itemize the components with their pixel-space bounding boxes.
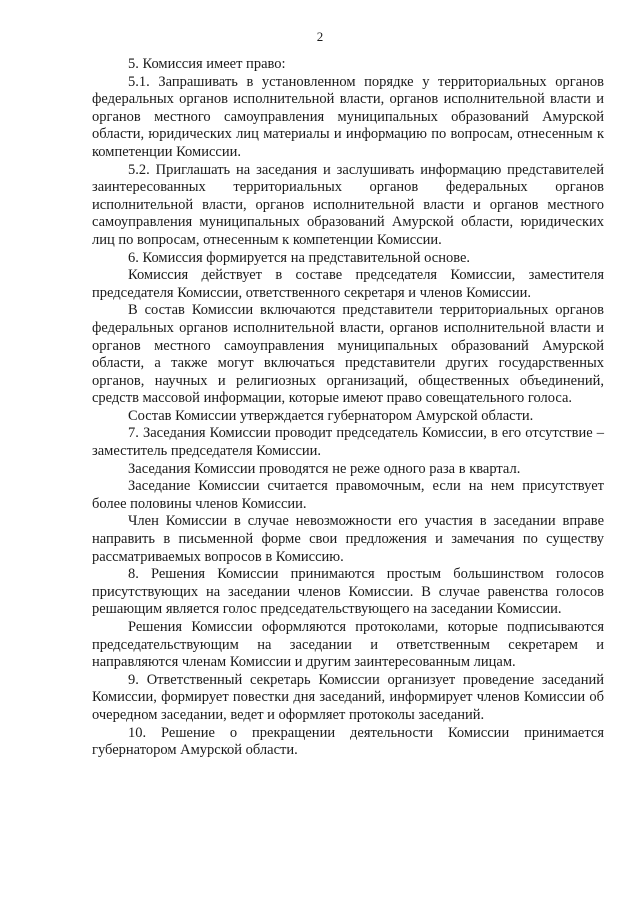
- paragraph-7: 7. Заседания Комиссии проводит председатель Комиссии, в его отсутствие – заместитель председателя Комиссии.: [92, 425, 604, 460]
- paragraph-rights-heading: 5. Комиссия имеет право:: [128, 56, 286, 72]
- paragraph-approval: Состав Комиссии утверждается губернатором Амурской области.: [128, 407, 534, 424]
- paragraph-10: 10. Решение о прекращении деятельности Комиссии принимается губернатором Амурской области.: [92, 724, 604, 759]
- paragraph-9: 9. Ответственный секретарь Комиссии организует проведение заседаний Комиссии, формирует повестки дня заседаний, информирует членов Комиссии об очередном заседании, ведет и оформляет протоколы заседаний.: [92, 671, 604, 723]
- paragraph-meeting-frequency: Заседания Комиссии проводятся не реже одного раза в квартал.: [128, 460, 521, 477]
- paragraph-5-2: 5.2. Приглашать на заседания и заслушивать информацию представителей заинтересованных территориальных органов федеральных органов исполнительной власти, органов исполнительной власти и органов местного самоуправления муниципальных образований Амурской области, юридических лиц по вопросам, отнесенным к компетенции Комиссии.: [92, 161, 604, 248]
- page-number: 2: [316, 29, 324, 44]
- paragraph-quorum: Заседание Комиссии считается правомочным, если на нем присутствует более половины членов Комиссии.: [92, 478, 604, 512]
- paragraph-8: 8. Решения Комиссии принимаются простым большинством голосов присутствующих на заседании членов Комиссии. В случае равенства голосов решающим является голос председательствующего на заседании Комиссии.: [92, 566, 604, 618]
- paragraph-6: 6. Комиссия формируется на представительной основе.: [128, 249, 471, 266]
- paragraph-members: В состав Комиссии включаются представители территориальных органов федеральных органов исполнительной власти, органов исполнительной власти и органов местного самоуправления муниципальных образований Амурской области, а также могут включаться представители других государственных органов, научных и религиозных организаций, общественных объединений, средств массовой информации, которые имеют право совещательного голоса.: [92, 302, 604, 407]
- paragraph-5-1: 5.1. Запрашивать в установленном порядке у территориальных органов федеральных органов исполнительной власти, органов исполнительной власти и органов местного самоуправления муниципальных образований Амурской области, юридических лиц материалы и информацию по вопросам, отнесенным к компетенции Комиссии.: [92, 73, 604, 160]
- paragraph-protocols: Решения Комиссии оформляются протоколами, которые подписываются председательствующим на заседании и ответственным секретарем и направляются членам Комиссии и другим заинтересованным лицам.: [92, 619, 604, 671]
- document-body: [92, 56, 604, 760]
- paragraph-composition: Комиссия действует в составе председателя Комиссии, заместителя председателя Комиссии, ответственного секретаря и членов Комиссии.: [92, 267, 604, 301]
- paragraph-written-proposals: Член Комиссии в случае невозможности его участия в заседании вправе направить в письменной форме свои предложения и замечания по существу рассматриваемых вопросов в Комиссию.: [92, 513, 604, 565]
